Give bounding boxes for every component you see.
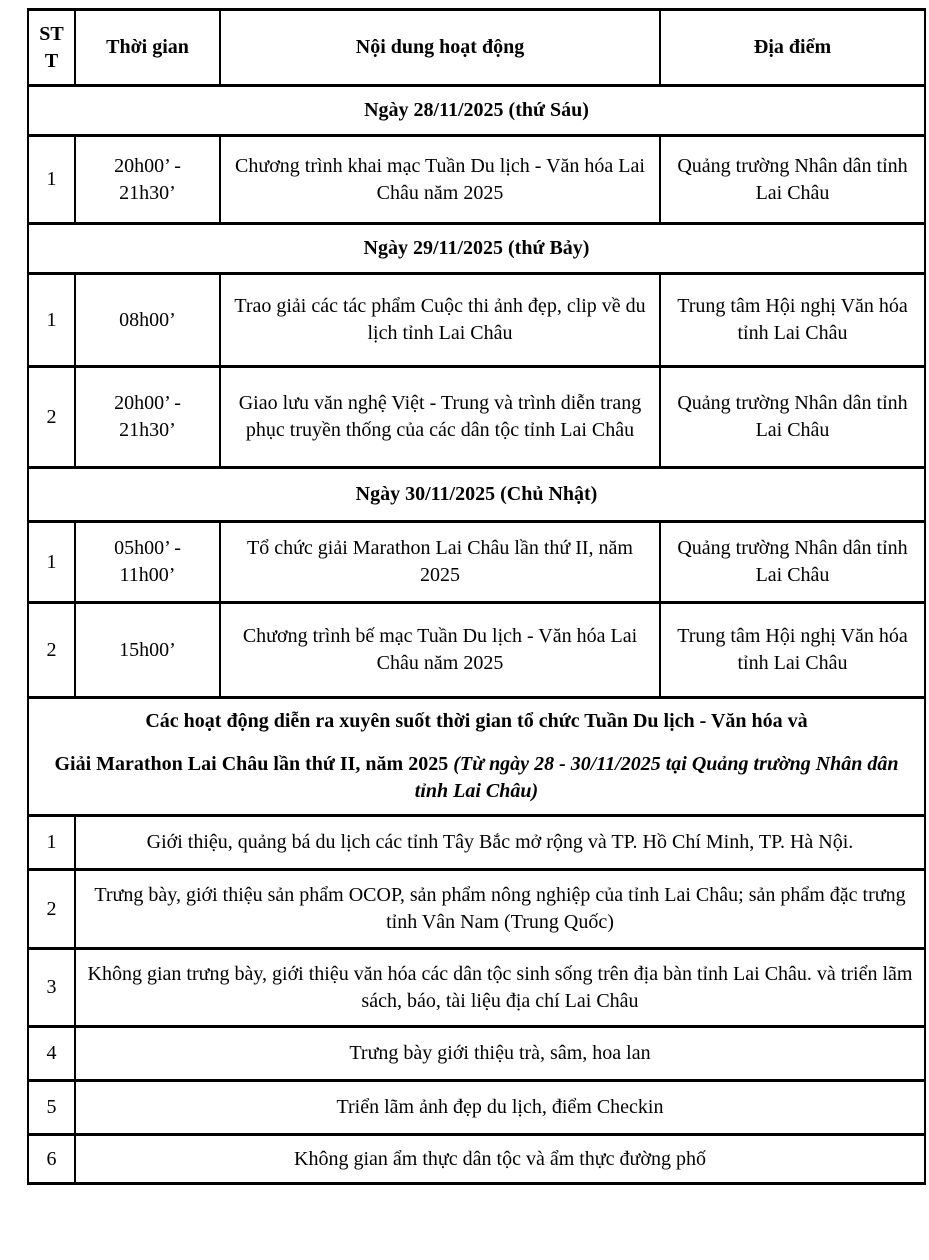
cell-activity: Chương trình khai mạc Tuần Du lịch - Văn hóa Lai Châu năm 2025: [220, 136, 660, 224]
ongoing-title-bold: Giải Marathon Lai Châu lần thứ II, năm 2025: [54, 753, 454, 775]
cell-time: 05h00’ - 11h00’: [75, 522, 220, 603]
cell-stt: 6: [28, 1135, 75, 1184]
cell-activity: Giới thiệu, quảng bá du lịch các tỉnh Tây Bắc mở rộng và TP. Hồ Chí Minh, TP. Hà Nội.: [75, 816, 925, 870]
cell-location: Quảng trường Nhân dân tỉnh Lai Châu: [660, 522, 925, 603]
cell-activity: Trưng bày, giới thiệu sản phẩm OCOP, sản phẩm nông nghiệp của tỉnh Lai Châu; sản phẩm đặc trưng tỉnh Vân Nam (Trung Quốc): [75, 870, 925, 949]
cell-location: Quảng trường Nhân dân tỉnh Lai Châu: [660, 136, 925, 224]
table-row: [28, 870, 925, 949]
table-row: [28, 1027, 925, 1081]
header-location: Địa điểm: [660, 10, 925, 86]
cell-stt: 2: [28, 870, 75, 949]
event-schedule-table: [27, 8, 926, 1185]
table-row: [28, 949, 925, 1027]
ongoing-title-line1: Các hoạt động diễn ra xuyên suốt thời gian tổ chức Tuần Du lịch - Văn hóa và: [145, 710, 808, 732]
table-row: [28, 367, 925, 468]
table-row: [28, 136, 925, 224]
cell-location: Quảng trường Nhân dân tỉnh Lai Châu: [660, 367, 925, 468]
cell-stt: 1: [28, 136, 75, 224]
table-row: [28, 603, 925, 698]
ongoing-section-header: [28, 698, 925, 816]
header-activity: Nội dung hoạt động: [220, 10, 660, 86]
ongoing-title-italic: (Từ ngày 28 - 30/11/2025 tại Quảng trường Nhân dân tỉnh Lai Châu): [414, 753, 899, 802]
day-band-29-11: [28, 224, 925, 274]
cell-location: Trung tâm Hội nghị Văn hóa tỉnh Lai Châu: [660, 274, 925, 367]
cell-time: 20h00’ - 21h30’: [75, 367, 220, 468]
table-row: [28, 816, 925, 870]
cell-activity: Không gian trưng bày, giới thiệu văn hóa các dân tộc sinh sống trên địa bàn tỉnh Lai Châu. và triển lãm sách, báo, tài liệu địa chí Lai Châu: [75, 949, 925, 1027]
ongoing-title-line2: [39, 751, 914, 805]
cell-stt: 1: [28, 274, 75, 367]
cell-activity: Trưng bày giới thiệu trà, sâm, hoa lan: [75, 1027, 925, 1081]
cell-activity: Chương trình bế mạc Tuần Du lịch - Văn hóa Lai Châu năm 2025: [220, 603, 660, 698]
cell-time: 15h00’: [75, 603, 220, 698]
cell-activity: Tổ chức giải Marathon Lai Châu lần thứ II, năm 2025: [220, 522, 660, 603]
cell-time: 20h00’ - 21h30’: [75, 136, 220, 224]
cell-stt: 5: [28, 1081, 75, 1135]
table-row: [28, 1081, 925, 1135]
cell-activity: Triển lãm ảnh đẹp du lịch, điểm Checkin: [75, 1081, 925, 1135]
cell-activity: Không gian ẩm thực dân tộc và ẩm thực đường phố: [75, 1135, 925, 1184]
day-band-28-11: [28, 86, 925, 136]
table-row: [28, 1135, 925, 1184]
table-header-row: [28, 10, 925, 86]
cell-stt: 1: [28, 816, 75, 870]
day-band-title: Ngày 30/11/2025 (Chủ Nhật): [28, 468, 925, 522]
cell-stt: 3: [28, 949, 75, 1027]
day-band-title: Ngày 28/11/2025 (thứ Sáu): [28, 86, 925, 136]
cell-stt: 1: [28, 522, 75, 603]
cell-stt: 2: [28, 367, 75, 468]
cell-stt: 4: [28, 1027, 75, 1081]
cell-stt: 2: [28, 603, 75, 698]
day-band-title: Ngày 29/11/2025 (thứ Bảy): [28, 224, 925, 274]
day-band-30-11: [28, 468, 925, 522]
cell-location: Trung tâm Hội nghị Văn hóa tỉnh Lai Châu: [660, 603, 925, 698]
table-row: [28, 522, 925, 603]
header-stt: STT: [28, 10, 75, 86]
cell-activity: Trao giải các tác phẩm Cuộc thi ảnh đẹp, clip về du lịch tỉnh Lai Châu: [220, 274, 660, 367]
header-time: Thời gian: [75, 10, 220, 86]
cell-time: 08h00’: [75, 274, 220, 367]
cell-activity: Giao lưu văn nghệ Việt - Trung và trình diễn trang phục truyền thống của các dân tộc tỉnh Lai Châu: [220, 367, 660, 468]
table-row: [28, 274, 925, 367]
